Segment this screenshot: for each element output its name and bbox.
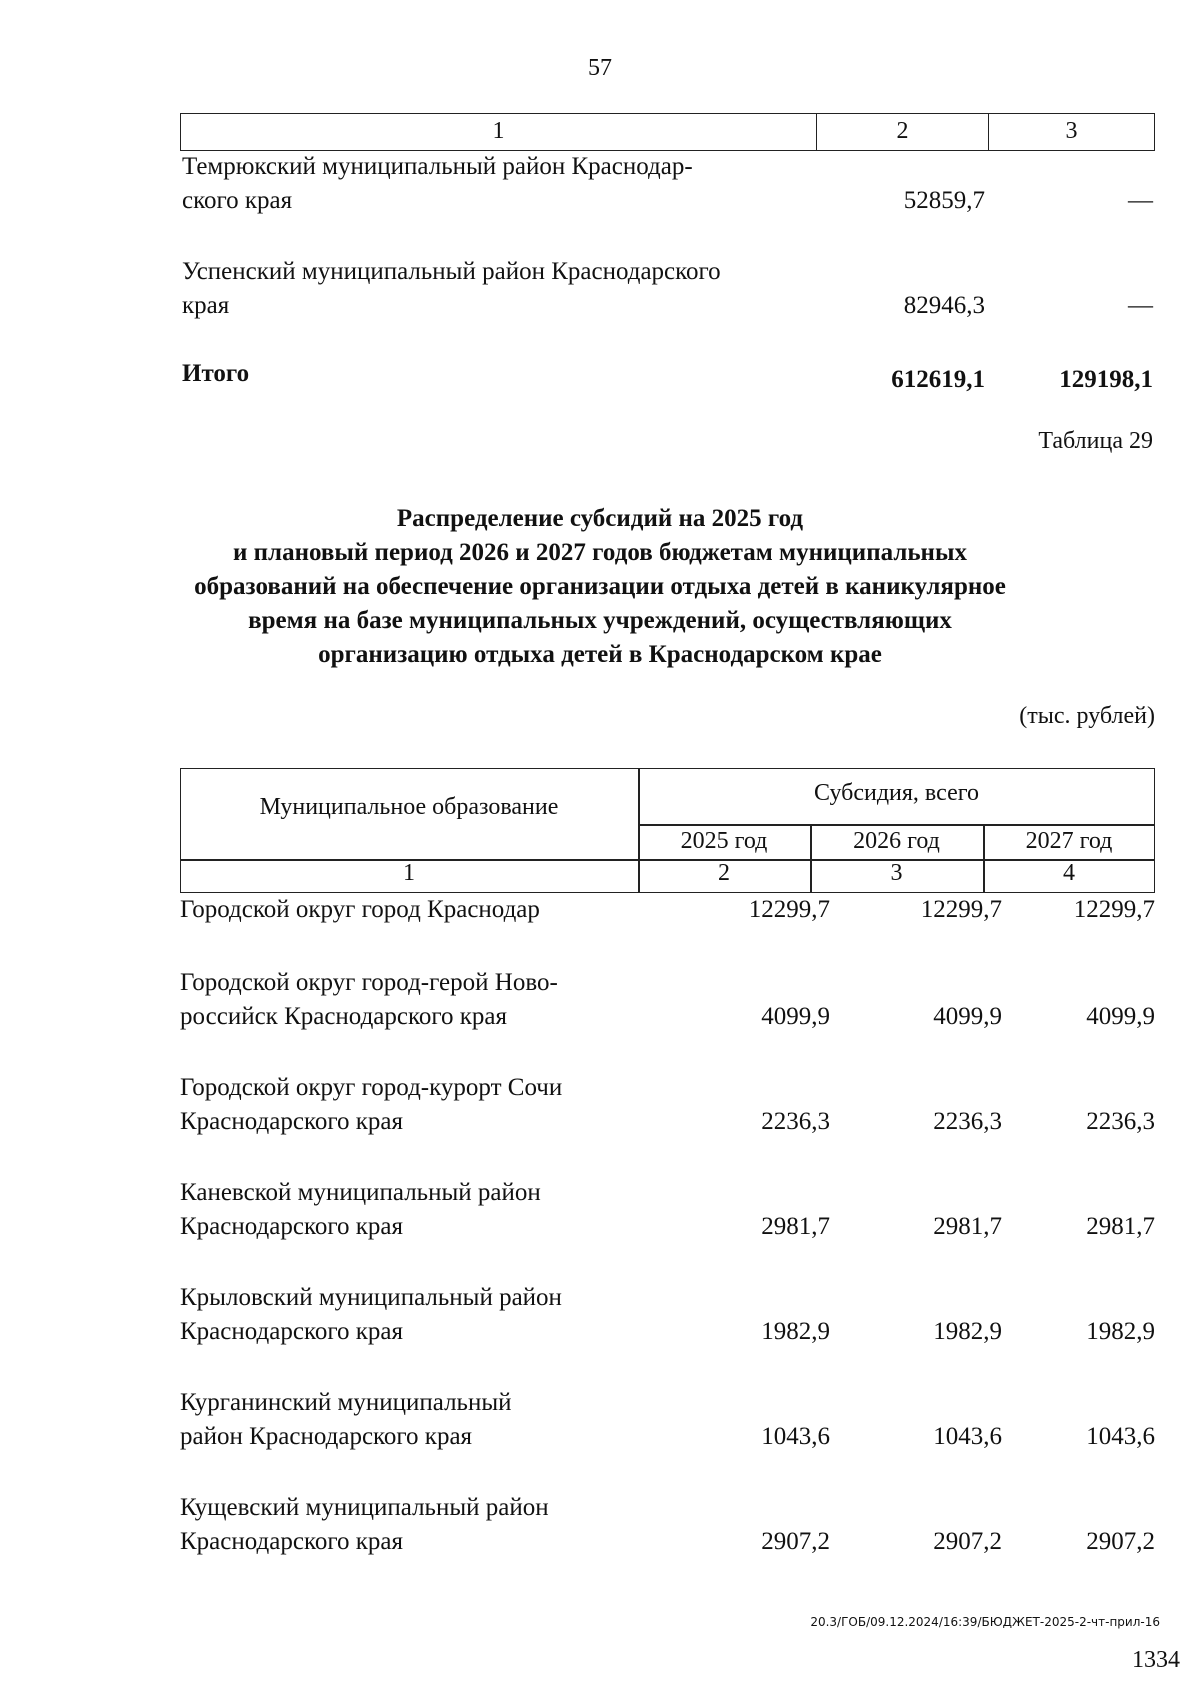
column-number: 1 <box>181 114 817 150</box>
table-prev-header <box>180 113 1155 151</box>
table-row <box>180 1176 1160 1256</box>
value-cell: 4099,9 <box>761 1003 830 1030</box>
table-row <box>180 1491 1160 1571</box>
value-cell: 12299,7 <box>1073 896 1155 923</box>
column-number: 2 <box>718 860 730 886</box>
municipality-name: Городской округ город-герой Ново- российск Краснодарского края <box>180 969 558 1030</box>
value-cell: 2981,7 <box>1086 1213 1155 1240</box>
municipality-name: Каневской муниципальный район Краснодарского края <box>180 1179 541 1240</box>
document-code: 20.3/ГОБ/09.12.2024/16:39/БЮДЖЕТ-2025-2-чт-прил-16 <box>810 1615 1160 1629</box>
table-row <box>180 1071 1160 1151</box>
value-cell: 1043,6 <box>933 1423 1002 1450</box>
sheet-number: 1334 <box>1132 1647 1180 1673</box>
column-number: 3 <box>890 860 903 886</box>
header-municipality: Муниципальное образование <box>259 794 559 820</box>
table-row <box>180 1386 1160 1466</box>
municipality-name: Крыловский муниципальный район Краснодарского края <box>180 1284 562 1345</box>
header-subsidy-total: Субсидия, всего <box>814 780 979 806</box>
value-cell: 1982,9 <box>1086 1318 1155 1345</box>
value-cell: 52859,7 <box>903 187 985 214</box>
table-row <box>180 966 1160 1046</box>
total-value: 129198,1 <box>1059 366 1153 393</box>
table-row <box>180 893 1160 933</box>
column-number: 1 <box>403 860 415 886</box>
units-label: (тыс. рублей) <box>1019 703 1155 729</box>
municipality-name: Успенский муниципальный район Краснодарского края <box>182 258 721 319</box>
municipality-name: Городской округ город-курорт Сочи Краснодарского края <box>180 1074 563 1135</box>
value-cell: 2236,3 <box>761 1108 830 1135</box>
value-cell: 2981,7 <box>933 1213 1002 1240</box>
value-cell: 1043,6 <box>1086 1423 1155 1450</box>
value-cell: 2236,3 <box>1086 1108 1155 1135</box>
column-number: 2 <box>817 114 989 150</box>
table-row <box>182 150 1157 230</box>
value-cell: 12299,7 <box>920 896 1002 923</box>
column-number: 4 <box>1063 860 1075 886</box>
header-year: 2027 год <box>1025 828 1113 854</box>
value-cell: 2907,2 <box>933 1528 1002 1555</box>
value-cell: 2236,3 <box>933 1108 1002 1135</box>
municipality-name: Кущевский муниципальный район Краснодарского края <box>180 1494 549 1555</box>
value-cell: 2907,2 <box>1086 1528 1155 1555</box>
total-row <box>182 357 1157 397</box>
page-number: 57 <box>588 55 612 81</box>
value-cell: 2981,7 <box>761 1213 830 1240</box>
table-title: Распределение субсидий на 2025 год и плановый период 2026 и 2027 годов бюджетам муниципальных образований на обеспечение организации отдыха детей в каникулярное время на базе муниципальных учреждений, осуществляющих организацию отдыха детей в Краснодарском крае <box>194 505 1006 668</box>
value-cell: — <box>1128 187 1153 214</box>
municipality-name: Темрюкский муниципальный район Краснодар- ского края <box>182 153 693 214</box>
table-caption: Таблица 29 <box>1038 428 1153 454</box>
municipality-name: Городской округ город Краснодар <box>180 896 540 923</box>
value-cell: 12299,7 <box>748 896 830 923</box>
header-year: 2025 год <box>680 828 768 854</box>
total-value: 612619,1 <box>891 366 985 393</box>
header-year: 2026 год <box>853 828 940 854</box>
value-cell: 4099,9 <box>933 1003 1002 1030</box>
value-cell: 1043,6 <box>761 1423 830 1450</box>
municipality-name: Курганинский муниципальный район Краснодарского края <box>180 1389 512 1450</box>
table-row <box>182 255 1157 335</box>
value-cell: 1982,9 <box>761 1318 830 1345</box>
value-cell: 82946,3 <box>903 292 985 319</box>
value-cell: — <box>1128 292 1153 319</box>
value-cell: 1982,9 <box>933 1318 1002 1345</box>
total-label: Итого <box>182 360 250 387</box>
value-cell: 4099,9 <box>1086 1003 1155 1030</box>
value-cell: 2907,2 <box>761 1528 830 1555</box>
table-row <box>180 1281 1160 1361</box>
column-number: 3 <box>1065 118 1078 144</box>
